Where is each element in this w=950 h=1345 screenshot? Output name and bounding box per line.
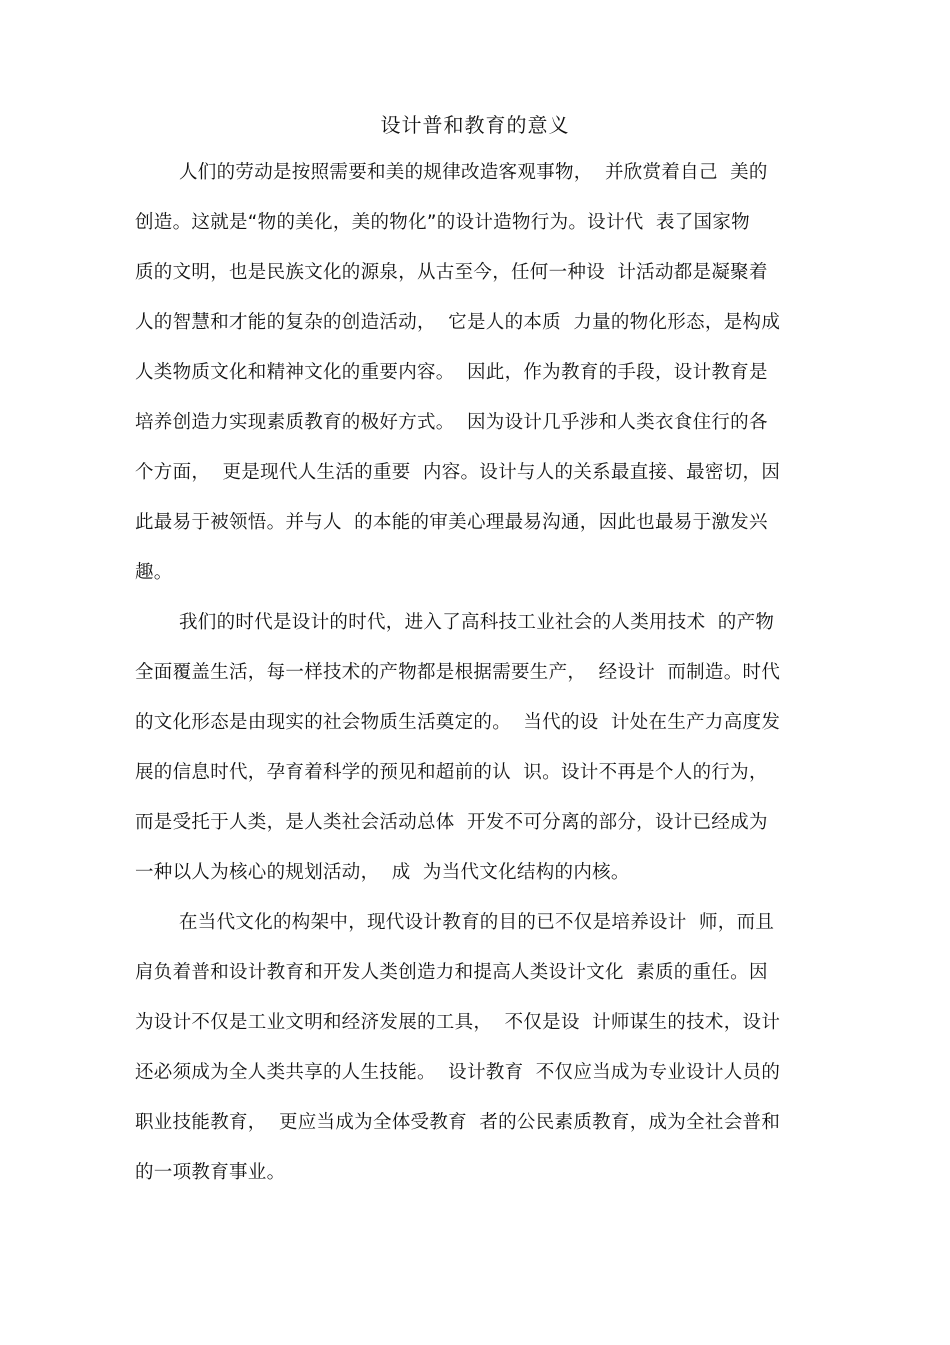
paragraph-1 (135, 151, 815, 601)
paragraph-line: 质的文明，也是民族文化的源泉，从古至今，任何一种设 计活动都是凝聚着 (135, 262, 768, 283)
paragraph-3 (135, 901, 815, 1201)
document-title: 设计普和教育的意义 (380, 113, 570, 137)
paragraph-line: 职业技能教育， 更应当成为全体受教育 者的公民素质教育，成为全社会普和 (135, 1112, 781, 1133)
paragraph-line: 此最易于被领悟。并与人 的本能的审美心理最易沟通，因此也最易于激发兴 (135, 512, 768, 533)
paragraph-line: 肩负着普和设计教育和开发人类创造力和提高人类设计文化 素质的重任。因 (135, 962, 768, 983)
paragraph-line: 展的信息时代，孕育着科学的预见和超前的认 识。设计不再是个人的行为， (135, 762, 768, 783)
paragraph-line: 还必须成为全人类共享的人生技能。 设计教育 不仅应当成为专业设计人员的 (135, 1062, 781, 1083)
paragraph-line: 趣。 (135, 562, 173, 583)
paragraph-line: 人们的劳动是按照需要和美的规律改造客观事物， 并欣赏着自己 美的 (179, 162, 768, 183)
paragraph-line: 个方面， 更是现代人生活的重要 内容。设计与人的关系最直接、最密切，因 (135, 462, 781, 483)
paragraph-2 (135, 601, 815, 901)
paragraph-line: 人类物质文化和精神文化的重要内容。 因此，作为教育的手段，设计教育是 (135, 362, 768, 383)
document-body (135, 151, 815, 1201)
paragraph-line: 培养创造力实现素质教育的极好方式。 因为设计几乎涉和人类衣食住行的各 (135, 412, 768, 433)
paragraph-line: 而是受托于人类，是人类社会活动总体 开发不可分离的部分，设计已经成为 (135, 812, 768, 833)
paragraph-line: 全面覆盖生活，每一样技术的产物都是根据需要生产， 经设计 而制造。时代 (135, 662, 781, 683)
paragraph-line: 在当代文化的构架中，现代设计教育的目的已不仅是培养设计 师，而且 (179, 912, 775, 933)
paragraph-line: 为设计不仅是工业文明和经济发展的工具， 不仅是设 计师谋生的技术，设计 (135, 1012, 781, 1033)
paragraph-line: 的文化形态是由现实的社会物质生活奠定的。 当代的设 计处在生产力高度发 (135, 712, 781, 733)
paragraph-line: 人的智慧和才能的复杂的创造活动， 它是人的本质 力量的物化形态，是构成 (135, 312, 781, 333)
paragraph-line: 我们的时代是设计的时代，进入了高科技工业社会的人类用技术 的产物 (179, 612, 775, 633)
paragraph-line: 的一项教育事业。 (135, 1162, 286, 1183)
paragraph-line: 一种以人为核心的规划活动， 成 为当代文化结构的内核。 (135, 862, 630, 883)
paragraph-line: 创造。这就是“物的美化，美的物化”的设计造物行为。设计代 表了国家物 (135, 212, 750, 233)
